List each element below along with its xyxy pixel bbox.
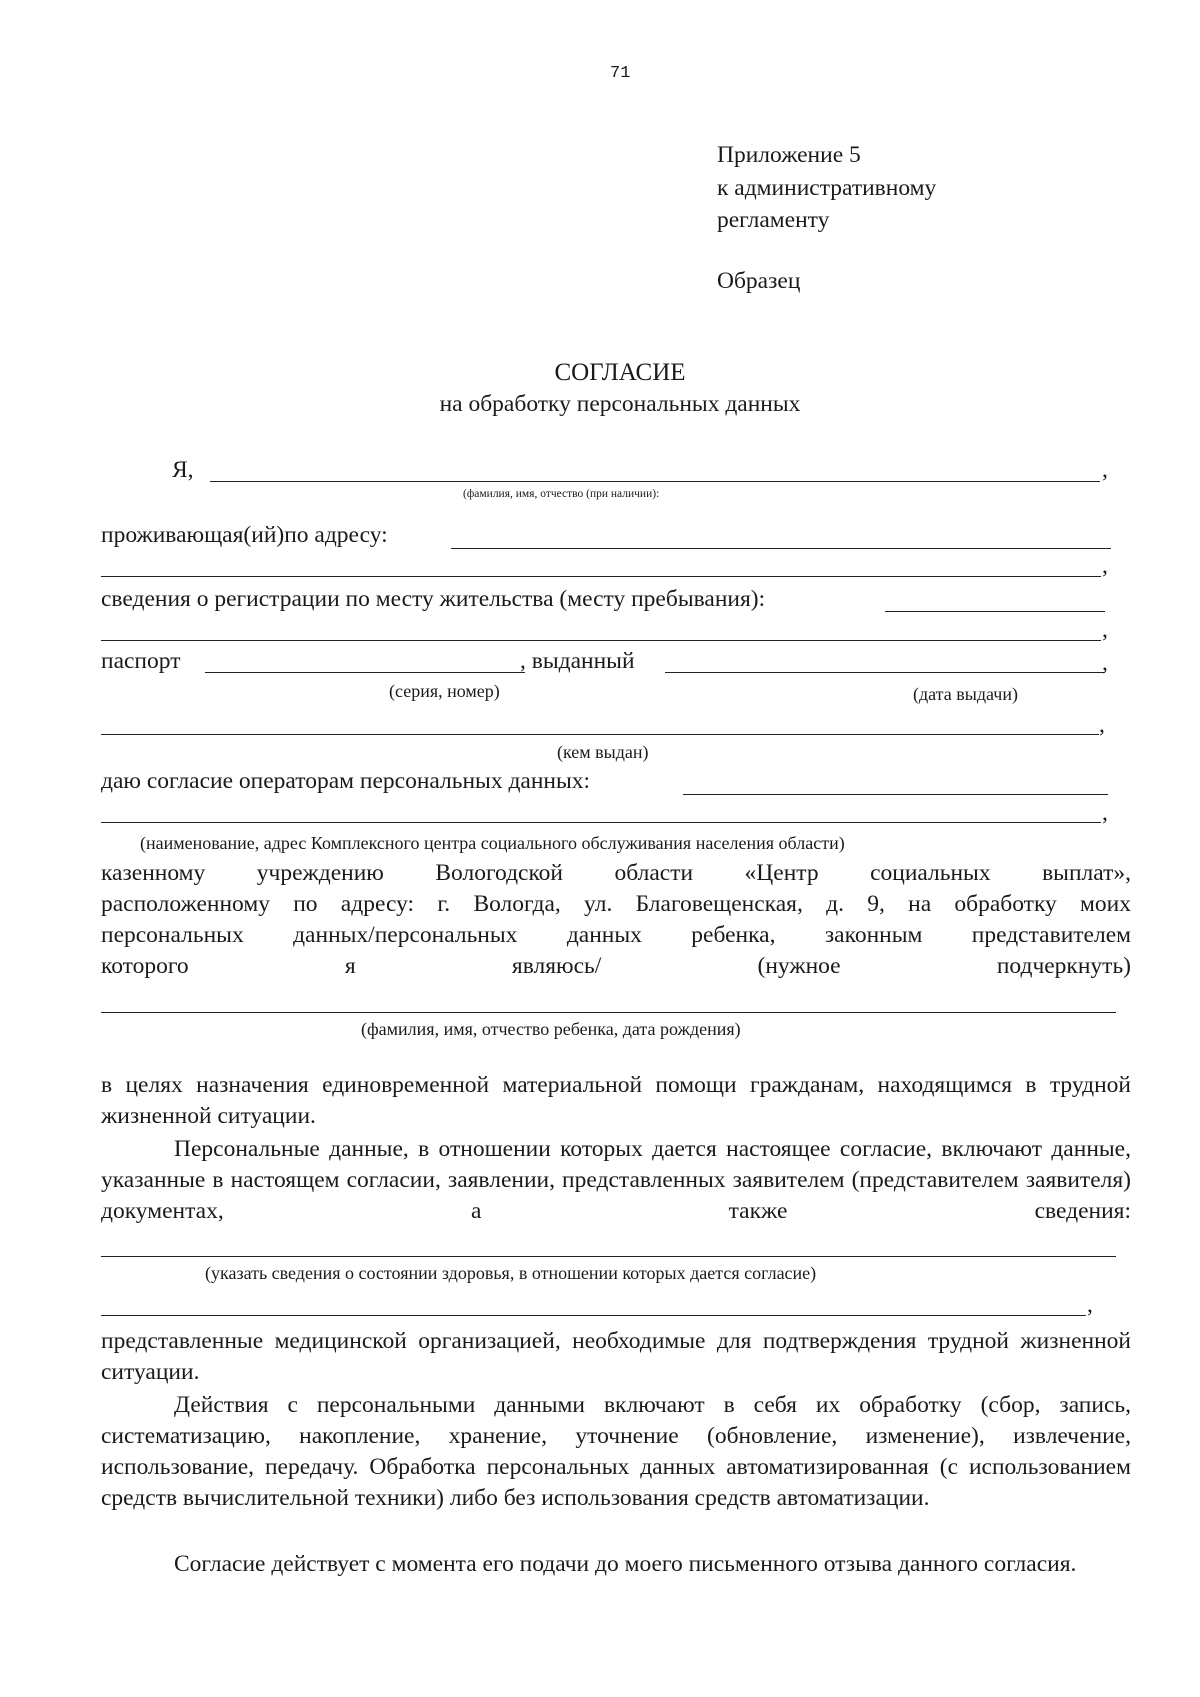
paragraph-actions: Действия с персональными данными включают в себя их обработку (сбор, запись, систематизацию, накопление, хранение, уточнение (обновление, изменение), извлечение, использование, передачу. Обработка персональных данных автоматизированная (с использованием средств вычислительной техники) либо без использования средств автоматизации. (101, 1392, 1131, 1511)
health-comma: , (1087, 1292, 1093, 1318)
ya-label: Я, (172, 457, 194, 483)
registration-field[interactable] (885, 611, 1105, 612)
passport-series-field[interactable] (205, 672, 525, 673)
page-number: 71 (610, 64, 631, 83)
registration-comma: , (1102, 617, 1108, 643)
document-title: СОГЛАСИЕ (554, 359, 686, 386)
health-caption: (указать сведения о состоянии здоровья, в отношении которых дается согласие) (205, 1263, 817, 1283)
document-subtitle: на обработку персональных данных (439, 391, 801, 417)
child-field[interactable] (101, 1012, 1116, 1013)
passport-date-field[interactable] (665, 672, 1105, 673)
paragraph-personal-data: Персональные данные, в отношении которых дается настоящее согласие, включают данные, указанные в настоящем согласии, заявлении, представленных заявителем (представителем заявителя) документах, а также сведения: (101, 1136, 1131, 1224)
issuer-comma: , (1099, 712, 1105, 738)
date-caption: (дата выдачи) (913, 684, 1018, 704)
appendix-line-3: регламенту (717, 207, 830, 233)
address-label: проживающая(ий)по адресу: (101, 522, 388, 548)
registration-label: сведения о регистрации по месту жительства (месту пребывания): (101, 586, 766, 612)
body-line-2: расположенному по адресу: г. Вологда, ул. Благовещенская, д. 9, на обработку моих (101, 891, 1131, 917)
passport-label: паспорт (101, 648, 181, 674)
paragraph-medical: представленные медицинской организацией, необходимые для подтверждения трудной жизненной ситуации. (101, 1328, 1131, 1385)
passport-comma: , (1102, 650, 1108, 676)
issuer-field[interactable] (101, 734, 1099, 735)
operator-field-2[interactable] (101, 822, 1101, 823)
appendix-line-2: к административному (717, 175, 937, 201)
body-line-3: персональных данных/персональных данных ребенка, законным представителем (101, 922, 1131, 948)
paragraph-validity: Согласие действует с момента его подачи до моего письменного отзыва данного согласия. (174, 1551, 1077, 1577)
issuer-caption: (кем выдан) (557, 742, 649, 762)
child-caption: (фамилия, имя, отчество ребенка, дата рождения) (361, 1019, 741, 1039)
health-field[interactable] (101, 1256, 1116, 1257)
registration-field-2[interactable] (101, 640, 1101, 641)
operator-comma: , (1102, 800, 1108, 826)
body-line-1: казенному учреждению Вологодской области «Центр социальных выплат», (101, 860, 1131, 886)
sample-label: Образец (717, 268, 801, 294)
fio-field[interactable] (210, 481, 1100, 482)
operator-caption: (наименование, адрес Комплексного центра социального обслуживания населения области) (140, 833, 845, 853)
address-field[interactable] (451, 548, 1111, 549)
address-field-2[interactable] (101, 576, 1101, 577)
operator-field[interactable] (683, 794, 1108, 795)
appendix-line-1: Приложение 5 (717, 142, 861, 168)
paragraph-purpose: в целях назначения единовременной материальной помощи гражданам, находящимся в трудной жизненной ситуации. (101, 1072, 1131, 1129)
fio-comma: , (1102, 457, 1108, 483)
series-caption: (серия, номер) (389, 681, 500, 701)
issued-label: , выданный (520, 648, 635, 674)
body-line-4: которого я являюсь/ (нужное подчеркнуть) (101, 953, 1131, 979)
health-field-2[interactable] (101, 1315, 1086, 1316)
address-comma: , (1102, 553, 1108, 579)
consent-operators-label: даю согласие операторам персональных данных: (101, 768, 591, 794)
fio-caption: (фамилия, имя, отчество (при наличии): (463, 488, 660, 500)
